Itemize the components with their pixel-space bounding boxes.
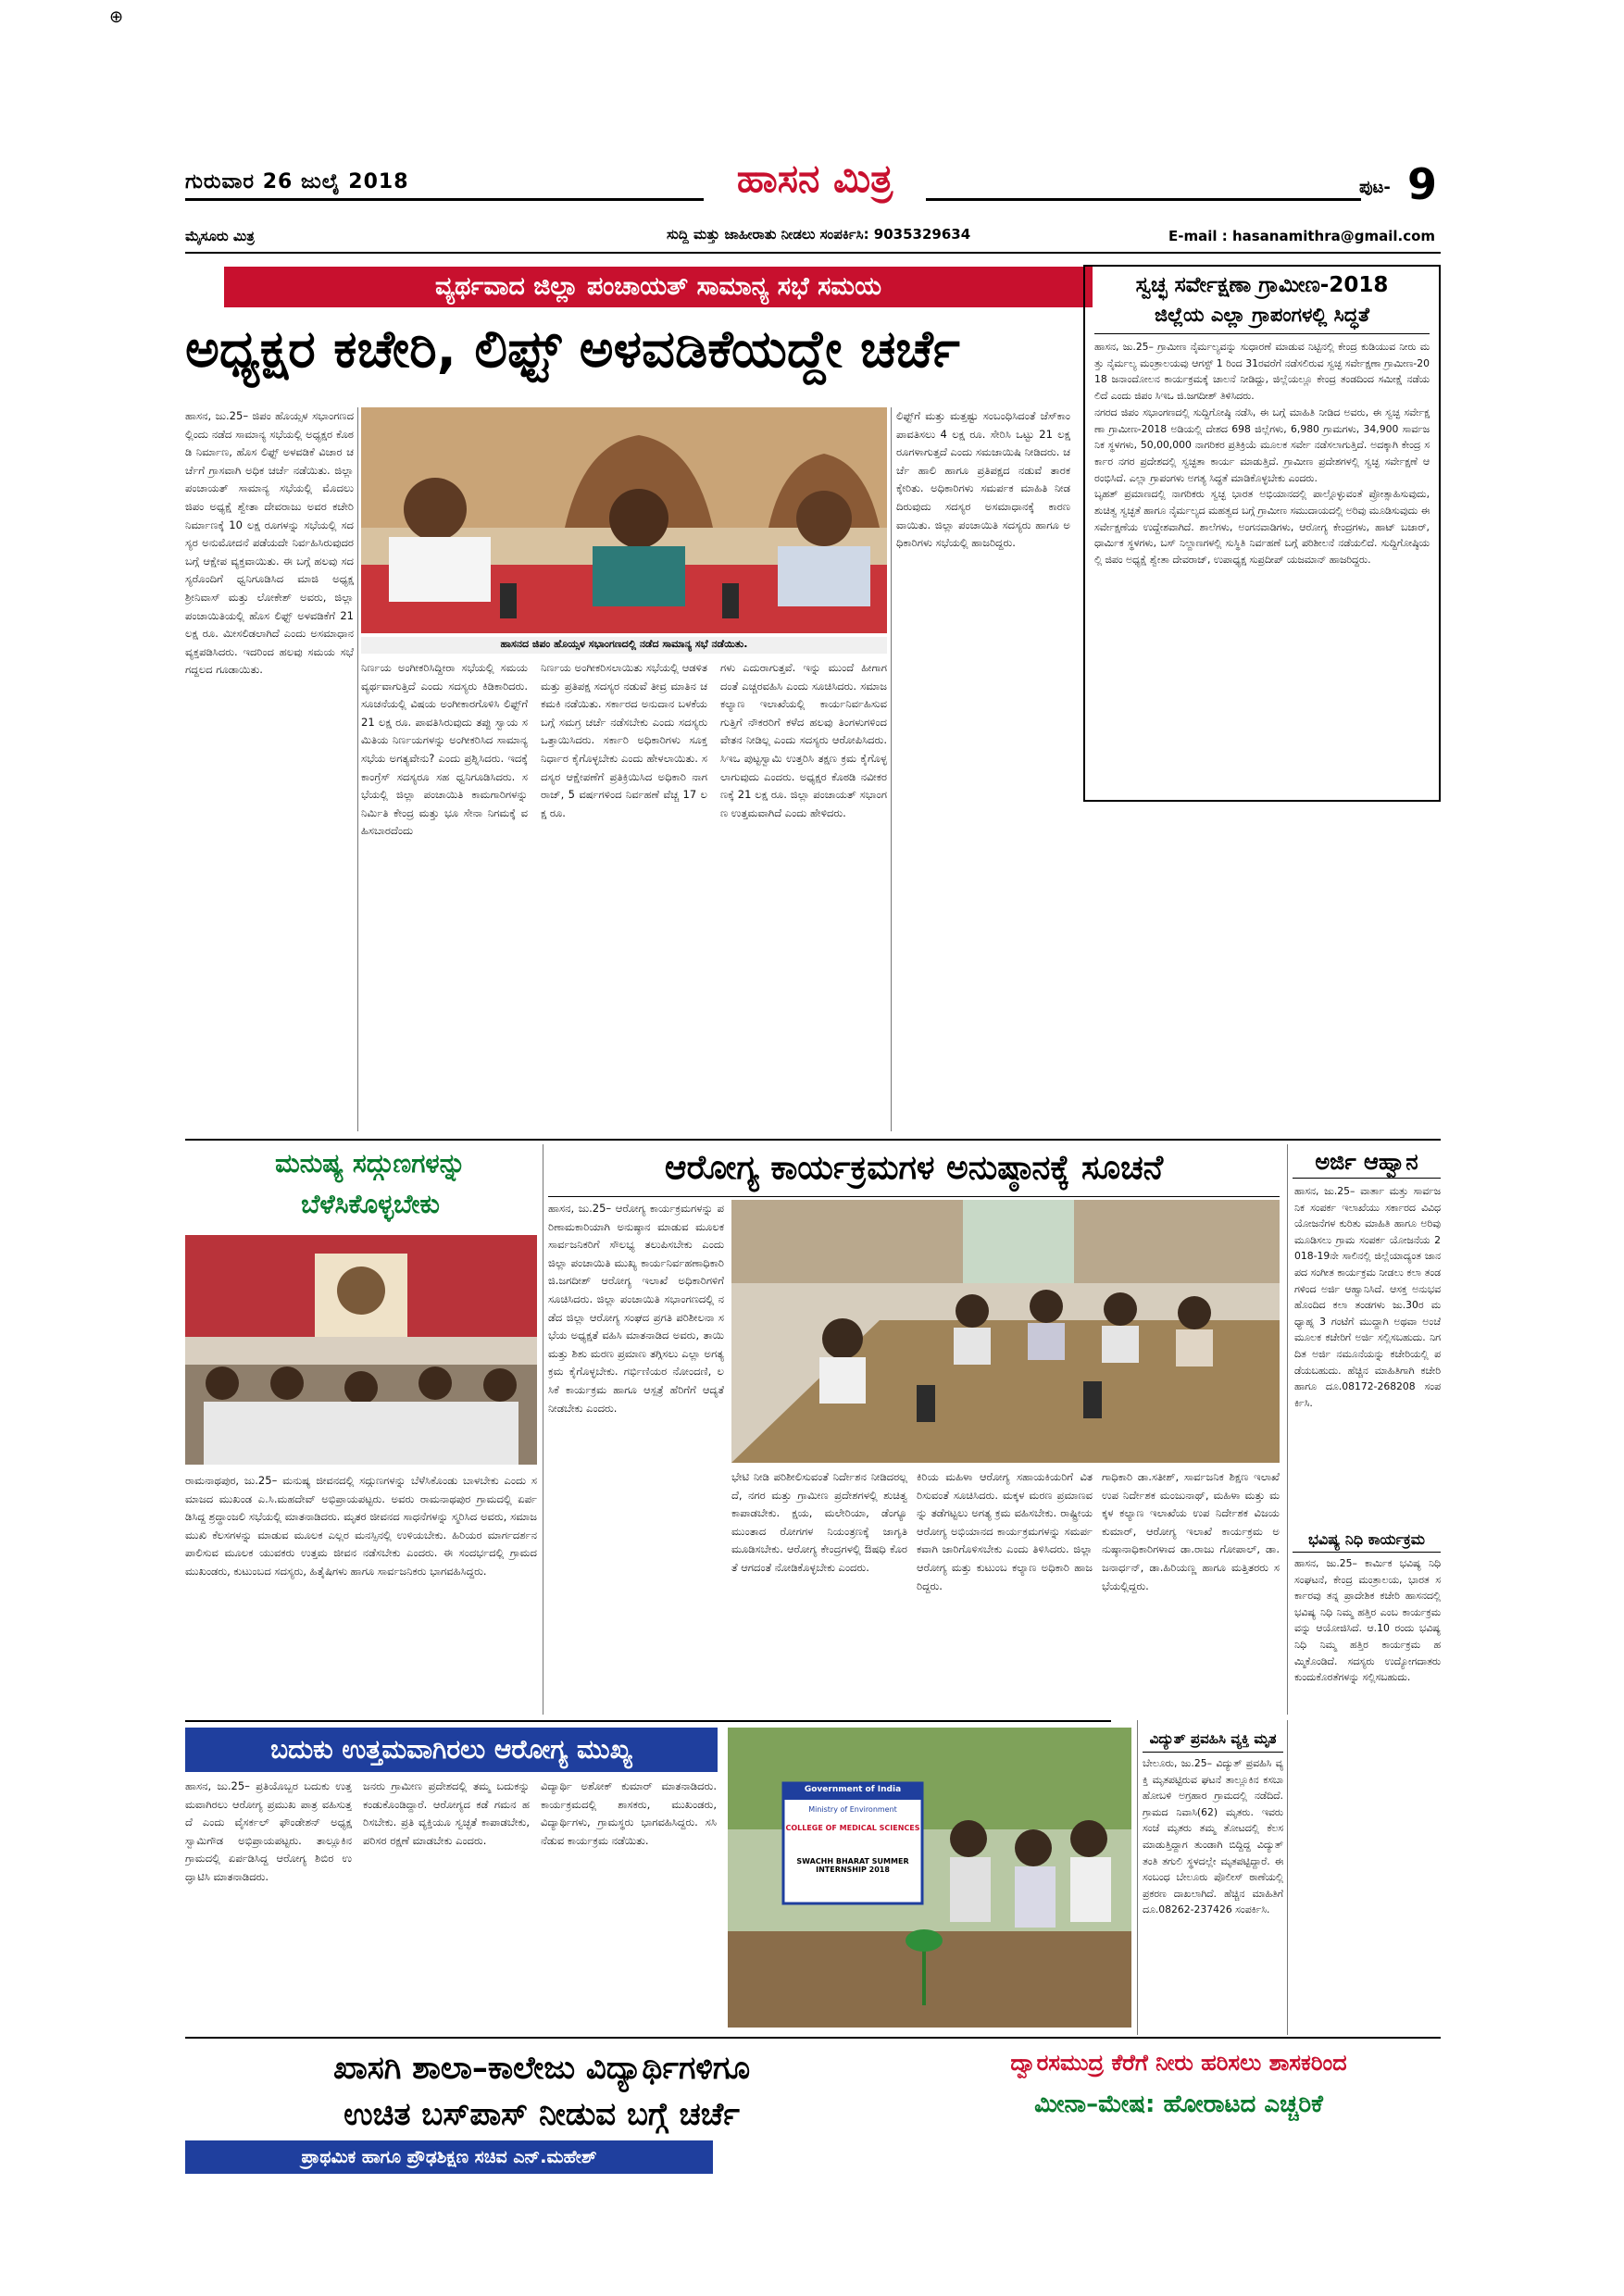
- banner-line-2: Ministry of Environment: [808, 1805, 897, 1814]
- health-col3: ಕಿರಿಯ ಮಹಿಳಾ ಆರೋಗ್ಯ ಸಹಾಯಕಿಯರಿಗೆ ವಿತರಿಸುವಂತೆ ಸೂಚಿಸಿದರು. ಮಕ್ಕಳ ಮರಣ ಪ್ರಮಾಣವನ್ನು ತಡೆಗಟ್ಟಲು ಅಗತ್ಯ ಕ್ರಮ ವಹಿಸಬೇಕು. ರಾಷ್ಟ್ರೀಯ ಆರೋಗ್ಯ ಅಭಿಯಾನದ ಕಾರ್ಯಕ್ರಮಗಳನ್ನು ಸಮರ್ಪಕವಾಗಿ ಜಾರಿಗೊಳಿಸಬೇಕು ಎಂದು ತಿಳಿಸಿದರು. ಜಿಲ್ಲಾ ಆರೋಗ್ಯ ಮತ್ತು ಕುಟುಂಬ ಕಲ್ಯಾಣ ಅಧಿಕಾರಿ ಹಾಜರಿದ್ದರು.: [917, 1470, 1093, 1592]
- virtue-headline-2: ಬೆಳೆಸಿಕೊಳ್ಳಬೇಕು: [301, 1189, 440, 1219]
- lead-col1: ಹಾಸನ, ಜು.25– ಜಿಪಂ ಹೊಯ್ಸಳ ಸಭಾಂಗಣದಲ್ಲಿಂದು ನಡೆದ ಸಾಮಾನ್ಯ ಸಭೆಯಲ್ಲಿ ಅಧ್ಯಕ್ಷರ ಕೊಠಡಿ ನಿರ್ಮಾಣ, ಹೊಸ ಲಿಫ್ಟ್ ಅಳವಡಿಕೆ ವಿಚಾರ ಚರ್ಚೆಗೆ ಗ್ರಾಸವಾಗಿ ಅಧಿಕ ಚರ್ಚೆ ನಡೆಯಿತು. ಜಿಲ್ಲಾ ಪಂಚಾಯತ್ ಸಾಮಾನ್ಯ ಸಭೆಯಲ್ಲಿ ಮೊದಲು ಜಿಪಂ ಅಧ್ಯಕ್ಷೆ ಶ್ವೇತಾ ದೇವರಾಜು ಅವರ ಕಚೇರಿ ನಿರ್ಮಾಣಕ್ಕೆ 10 ಲಕ್ಷ ರೂಗಳನ್ನು ಸಭೆಯಲ್ಲಿ ಸದಸ್ಯರ ಅನುಮೋದನೆ ಪಡೆಯದೇ ನಿರ್ವಹಿಸಿರುವುದರ ಬಗ್ಗೆ ಆಕ್ಷೇಪ ವ್ಯಕ್ತವಾಯಿತು. ಈ ಬಗ್ಗೆ ಹಲವು ಸದಸ್ಯರೊಂದಿಗೆ ಧ್ವನಿಗೂಡಿಸಿದ ಮಾಜಿ ಅಧ್ಯಕ್ಷ ಶ್ರೀನಿವಾಸ್ ಮತ್ತು ಲೋಕೇಶ್ ಅವರು, ಜಿಲ್ಲಾ ಪಂಚಾಯಿತಿಯಲ್ಲಿ ಹೊಸ ಲಿಫ್ಟ್ ಅಳವಡಿಕೆಗೆ 21 ಲಕ್ಷ ರೂ. ಮೀಸಲಿಡಲಾಗಿದೆ ಎಂದು ಅಸಮಾಧಾನ ವ್ಯಕ್ತಪಡಿಸಿದರು. ಇದರಿಂದ ಹಲವು ಸಮಯ ಸಭೆ ಗದ್ದಲದ ಗೂಡಾಯಿತು.: [185, 409, 354, 677]
- lead-col5: ಲಿಫ್ಟ್‌ಗೆ ಮತ್ತು ಮತ್ತಷ್ಟು ಸಂಬಂಧಿಸಿದಂತೆ ಜೆಸ್‌ಕಾಂ ಪಾವತಿಸಲು 4 ಲಕ್ಷ ರೂ. ಸೇರಿಸಿ ಒಟ್ಟು 21 ಲಕ್ಷ ರೂಗಳಾಗುತ್ತದೆ ಎಂದು ಸಮಜಾಯಿಷಿ ನೀಡಿದರು. ಚರ್ಚೆ ಹಾಲಿ ಹಾಗೂ ಪ್ರತಿಪಕ್ಷದ ನಡುವೆ ತಾರಕಕ್ಕೇರಿತು. ಅಧಿಕಾರಿಗಳು ಸಮರ್ಪಕ ಮಾಹಿತಿ ನೀಡದಿರುವುದು ಸದಸ್ಯರ ಅಸಮಾಧಾನಕ್ಕೆ ಕಾರಣವಾಯಿತು. ಜಿಲ್ಲಾ ಪಂಚಾಯಿತಿ ಸದಸ್ಯರು ಹಾಗೂ ಅಧಿಕಾರಿಗಳು ಸಭೆಯಲ್ಲಿ ಹಾಜರಿದ್ದರು.: [896, 409, 1070, 550]
- bhavishya-title: ಭವಿಷ್ಯ ನಿಧಿ ಕಾರ್ಯಕ್ರಮ: [1293, 1528, 1441, 1553]
- bus-pass-headline-1: ಖಾಸಗಿ ಶಾಲಾ–ಕಾಲೇಜು ವಿದ್ಯಾರ್ಥಿಗಳಿಗೂ: [332, 2050, 751, 2087]
- life-health-col3: ವಿದ್ಯಾರ್ಥಿ ಅಶೋಕ್ ಕುಮಾರ್ ಮಾತನಾಡಿದರು. ಕಾರ್ಯಕ್ರಮದಲ್ಲಿ ಶಾಸಕರು, ಮುಖಂಡರು, ವಿದ್ಯಾರ್ಥಿಗಳು, ಗ್ರಾಮಸ್ಥರು ಭಾಗವಹಿಸಿದ್ದರು. ಸಸಿ ನೆಡುವ ಕಾರ್ಯಕ್ರಮ ನಡೆಯಿತು.: [541, 1779, 717, 1847]
- dwarasamudra-headline-2: ಮೀನಾ–ಮೇಷ: ಹೋರಾಟದ ಎಚ್ಚರಿಕೆ: [1034, 2090, 1323, 2118]
- health-photo: [731, 1200, 1280, 1463]
- life-health-col2: ಜನರು ಗ್ರಾಮೀಣ ಪ್ರದೇಶದಲ್ಲಿ ತಮ್ಮ ಬದುಕನ್ನು ಕಂಡುಕೊಂಡಿದ್ದಾರೆ. ಆರೋಗ್ಯದ ಕಡೆ ಗಮನ ಹರಿಸಬೇಕು. ಪ್ರತಿ ವ್ಯಕ್ತಿಯೂ ಸ್ವಚ್ಛತೆ ಕಾಪಾಡಬೇಕು, ಪರಿಸರ ರಕ್ಷಣೆ ಮಾಡಬೇಕು ಎಂದರು.: [363, 1779, 530, 1847]
- lead-col4: ಗಳು ಎದುರಾಗುತ್ತವೆ. ಇನ್ನು ಮುಂದೆ ಹೀಗಾಗದಂತೆ ಎಚ್ಚರವಹಿಸಿ ಎಂದು ಸೂಚಿಸಿದರು. ಸಮಾಜ ಕಲ್ಯಾಣ ಇಲಾಖೆಯಲ್ಲಿ ಕಾರ್ಯನಿರ್ವಹಿಸುವ ಗುತ್ತಿಗೆ ನೌಕರರಿಗೆ ಕಳೆದ ಹಲವು ತಿಂಗಳುಗಳಿಂದ ವೇತನ ನೀಡಿಲ್ಲ ಎಂದು ಸದಸ್ಯರು ಆರೋಪಿಸಿದರು. ಸಿಇಒ ಪುಟ್ಟಸ್ವಾಮಿ ಉತ್ತರಿಸಿ ತಕ್ಷಣ ಕ್ರಮ ಕೈಗೊಳ್ಳಲಾಗುವುದು ಎಂದರು. ಅಧ್ಯಕ್ಷರ ಕೊಠಡಿ ನವೀಕರಣಕ್ಕೆ 21 ಲಕ್ಷ ರೂ. ಜಿಲ್ಲಾ ಪಂಚಾಯತ್ ಸಭಾಂಗಣ ಉತ್ತಮವಾಗಿದೆ ಎಂದು ಹೇಳಿದರು.: [720, 661, 887, 819]
- arji-body: ಹಾಸನ, ಜು.25– ವಾರ್ತಾ ಮತ್ತು ಸಾರ್ವಜನಿಕ ಸಂಪರ್ಕ ಇಲಾಖೆಯು ಸರ್ಕಾರದ ವಿವಿಧ ಯೋಜನೆಗಳ ಕುರಿತು ಮಾಹಿತಿ ಹಾಗೂ ಅರಿವು ಮೂಡಿಸಲು ಗ್ರಾಮ ಸಂಪರ್ಕ ಯೋಜನೆಯ 2018-19ನೇ ಸಾಲಿನಲ್ಲಿ ಜಿಲ್ಲೆಯಾದ್ಯಂತ ಜಾನಪದ ಸಂಗೀತ ಕಾರ್ಯಕ್ರಮ ನೀಡಲು ಕಲಾ ತಂಡಗಳಿಂದ ಅರ್ಜಿ ಆಹ್ವಾನಿಸಿದೆ. ಆಸಕ್ತ ಅನುಭವ ಹೊಂದಿದ ಕಲಾ ತಂಡಗಳು ಜು.30ರ ಮಧ್ಯಾಹ್ನ 3 ಗಂಟೆಗೆ ಮುದ್ದಾಗಿ ಅಥವಾ ಅಂಚೆ ಮೂಲಕ ಕಚೇರಿಗೆ ಅರ್ಜಿ ಸಲ್ಲಿಸಬಹುದು. ನಿಗದಿತ ಅರ್ಜಿ ನಮೂನೆಯನ್ನು ಕಚೇರಿಯಲ್ಲಿ ಪಡೆಯಬಹುದು. ಹೆಚ್ಚಿನ ಮಾಹಿತಿಗಾಗಿ ಕಚೇರಿ ಹಾಗೂ ದೂ.08172-268208 ಸಂಪರ್ಕಿಸಿ.: [1294, 1185, 1441, 1409]
- masthead: ಹಾಸನ ಮಿತ್ರ: [736, 156, 893, 201]
- health-col4: ಗಾಧಿಕಾರಿ ಡಾ.ಸತೀಶ್, ಸಾರ್ವಜನಿಕ ಶಿಕ್ಷಣ ಇಲಾಖೆ ಉಪ ನಿರ್ದೇಶಕ ಮಂಜುನಾಥ್, ಮಹಿಳಾ ಮತ್ತು ಮಕ್ಕಳ ಕಲ್ಯಾಣ ಇಲಾಖೆಯ ಉಪ ನಿರ್ದೇಶಕ ವಿಜಯ ಕುಮಾರ್, ಆರೋಗ್ಯ ಇಲಾಖೆ ಕಾರ್ಯಕ್ರಮ ಅನುಷ್ಠಾನಾಧಿಕಾರಿಗಳಾದ ಡಾ.ರಾಜು ಗೋಪಾಲ್, ಡಾ.ಜನಾರ್ಧನ್, ಡಾ.ಹಿರಿಯಣ್ಣ ಹಾಗೂ ಮತ್ತಿತರರು ಸಭೆಯಲ್ಲಿದ್ದರು.: [1102, 1470, 1280, 1592]
- swachh-title-2: ಜಿಲ್ಲೆಯ ಎಲ್ಲಾ ಗ್ರಾಪಂಗಳಲ್ಲಿ ಸಿದ್ಧತೆ: [1155, 304, 1369, 326]
- registration-mark: ⊕: [109, 7, 124, 27]
- lead-kicker: ವ್ಯರ್ಥವಾದ ಜಿಲ್ಲಾ ಪಂಚಾಯತ್ ಸಾಮಾನ್ಯ ಸಭೆ ಸಮಯ: [224, 267, 1093, 307]
- plantation-photo: [728, 1728, 1131, 2028]
- banner-line-1: Government of India: [804, 1785, 902, 1794]
- virtue-body: ರಾಮನಾಥಪುರ, ಜು.25– ಮನುಷ್ಯ ಜೀವನದಲ್ಲಿ ಸದ್ಗುಣಗಳನ್ನು ಬೆಳೆಸಿಕೊಂಡು ಬಾಳಬೇಕು ಎಂದು ಸಮಾಜದ ಮುಖಂಡ ಎ.ಸಿ.ಮಹದೇವ್ ಅಭಿಪ್ರಾಯಪಟ್ಟರು. ಅವರು ರಾಮನಾಥಪುರ ಗ್ರಾಮದಲ್ಲಿ ಏರ್ಪಡಿಸಿದ್ದ ಶ್ರದ್ಧಾಂಜಲಿ ಸಭೆಯಲ್ಲಿ ಮಾತನಾಡಿದರು. ಮೃತರ ಜೀವನದ ಸಾಧನೆಗಳನ್ನು ಸ್ಮರಿಸಿದ ಅವರು, ಸಮಾಜಮುಖಿ ಕೆಲಸಗಳನ್ನು ಮಾಡುವ ಮೂಲಕ ಎಲ್ಲರ ಮನಸ್ಸಿನಲ್ಲಿ ಉಳಿಯಬೇಕು. ಹಿರಿಯರ ಮಾರ್ಗದರ್ಶನ ಪಾಲಿಸುವ ಮೂಲಕ ಯುವಕರು ಉತ್ತಮ ಜೀವನ ನಡೆಸಬೇಕು ಎಂದರು. ಈ ಸಂದರ್ಭದಲ್ಲಿ ಗ್ರಾಮದ ಮುಖಂಡರು, ಕುಟುಂಬದ ಸದಸ್ಯರು, ಹಿತೈಷಿಗಳು ಹಾಗೂ ಸಾರ್ವಜನಿಕರು ಭಾಗವಹಿಸಿದ್ದರು.: [185, 1474, 537, 1578]
- dwarasamudra-headline-1: ದ್ವಾರಸಮುದ್ರ ಕೆರೆಗೆ ನೀರು ಹರಿಸಲು ಶಾಸಕರಿಂದ: [1010, 2050, 1347, 2076]
- email-line: E-mail : hasanamithra@gmail.com: [1168, 228, 1436, 244]
- edition-label: ಮೈಸೂರು ಮಿತ್ರ: [185, 228, 255, 244]
- lead-col3: ನಿರ್ಣಯ ಅಂಗೀಕರಿಸಲಾಯಿತು ಸಭೆಯಲ್ಲಿ ಆಡಳಿತ ಮತ್ತು ಪ್ರತಿಪಕ್ಷ ಸದಸ್ಯರ ನಡುವೆ ತೀವ್ರ ಮಾತಿನ ಚಕಮಕಿ ನಡೆಯಿತು. ಸರ್ಕಾರದ ಅನುದಾನ ಬಳಕೆಯ ಬಗ್ಗೆ ಸಮಗ್ರ ಚರ್ಚೆ ನಡೆಸಬೇಕು ಎಂದು ಸದಸ್ಯರು ಒತ್ತಾಯಿಸಿದರು. ಸರ್ಕಾರಿ ಅಧಿಕಾರಿಗಳು ಸೂಕ್ತ ನಿರ್ಧಾರ ಕೈಗೊಳ್ಳಬೇಕು ಎಂದು ಹೇಳಲಾಯಿತು. ಸದಸ್ಯರ ಆಕ್ಷೇಪಣೆಗೆ ಪ್ರತಿಕ್ರಿಯಿಸಿದ ಅಧಿಕಾರಿ ನಾಗರಾಜ್, 5 ವರ್ಷಗಳಿಂದ ನಿರ್ವಹಣೆ ವೆಚ್ಚ 17 ಲಕ್ಷ ರೂ.: [541, 661, 707, 819]
- banner-line-4: SWACHH BHARAT SUMMER INTERNSHIP 2018: [796, 1857, 909, 1874]
- life-health-col1: ಹಾಸನ, ಜು.25– ಪ್ರತಿಯೊಬ್ಬರ ಬದುಕು ಉತ್ತಮವಾಗಿರಲು ಆರೋಗ್ಯ ಪ್ರಮುಖ ಪಾತ್ರ ವಹಿಸುತ್ತದೆ ಎಂದು ವೈಸರ್ಕಲ್ ಫೌಂಡೇಶನ್ ಅಧ್ಯಕ್ಷ ಸ್ವಾಮಿಗೌಡ ಅಭಿಪ್ರಾಯಪಟ್ಟರು. ತಾಲ್ಲೂಕಿನ ಗ್ರಾಮದಲ್ಲಿ ಏರ್ಪಡಿಸಿದ್ದ ಆರೋಗ್ಯ ಶಿಬಿರ ಉದ್ಘಾಟಿಸಿ ಮಾತನಾಡಿದರು.: [185, 1779, 352, 1883]
- life-health-headline: ಬದುಕು ಉತ್ತಮವಾಗಿರಲು ಆರೋಗ್ಯ ಮುಖ್ಯ: [185, 1728, 718, 1772]
- lead-photo-caption: ಹಾಸನದ ಜಿಪಂ ಹೊಯ್ಸಳ ಸಭಾಂಗಣದಲ್ಲಿ ನಡೆದ ಸಾಮಾನ್ಯ ಸಭೆ ನಡೆಯಿತು.: [361, 637, 887, 654]
- bus-pass-headline-2: ಉಚಿತ ಬಸ್‌ಪಾಸ್ ನೀಡುವ ಬಗ್ಗೆ ಚರ್ಚೆ: [344, 2096, 740, 2133]
- virtue-headline-1: ಮನುಷ್ಯ ಸದ್ಗುಣಗಳನ್ನು: [275, 1148, 466, 1179]
- page-number: 9: [1407, 159, 1438, 209]
- vidyut-title: ವಿದ್ಯುತ್ ಪ್ರವಹಿಸಿ ವ್ಯಕ್ತಿ ಮೃತ: [1143, 1726, 1283, 1753]
- virtue-photo: [185, 1235, 537, 1465]
- tribute-photo: [185, 1235, 537, 1465]
- health-col1: ಹಾಸನ, ಜು.25– ಆರೋಗ್ಯ ಕಾರ್ಯಕ್ರಮಗಳನ್ನು ಪರಿಣಾಮಕಾರಿಯಾಗಿ ಅನುಷ್ಠಾನ ಮಾಡುವ ಮೂಲಕ ಸಾರ್ವಜನಿಕರಿಗೆ ಸೌಲಭ್ಯ ತಲುಪಿಸಬೇಕು ಎಂದು ಜಿಲ್ಲಾ ಪಂಚಾಯಿತಿ ಮುಖ್ಯ ಕಾರ್ಯನಿರ್ವಹಣಾಧಿಕಾರಿ ಜಿ.ಜಗದೀಶ್ ಆರೋಗ್ಯ ಇಲಾಖೆ ಅಧಿಕಾರಿಗಳಿಗೆ ಸೂಚಿಸಿದರು. ಜಿಲ್ಲಾ ಪಂಚಾಯಿತಿ ಸಭಾಂಗಣದಲ್ಲಿ ನಡೆದ ಜಿಲ್ಲಾ ಆರೋಗ್ಯ ಸಂಘದ ಪ್ರಗತಿ ಪರಿಶೀಲನಾ ಸಭೆಯ ಅಧ್ಯಕ್ಷತೆ ವಹಿಸಿ ಮಾತನಾಡಿದ ಅವರು, ತಾಯಿ ಮತ್ತು ಶಿಶು ಮರಣ ಪ್ರಮಾಣ ತಗ್ಗಿಸಲು ಎಲ್ಲಾ ಅಗತ್ಯ ಕ್ರಮ ಕೈಗೊಳ್ಳಬೇಕು. ಗರ್ಭಿಣಿಯರ ನೋಂದಣಿ, ಲಸಿಕೆ ಕಾರ್ಯಕ್ರಮ ಹಾಗೂ ಆಸ್ಪತ್ರೆ ಹೆರಿಗೆಗೆ ಆದ್ಯತೆ ನೀಡಬೇಕು ಎಂದರು.: [548, 1202, 724, 1415]
- lead-photo: [361, 407, 887, 633]
- health-col2: ಭೇಟಿ ನೀಡಿ ಪರಿಶೀಲಿಸುವಂತೆ ನಿರ್ದೇಶನ ನೀಡಿದರಲ್ಲದೆ, ನಗರ ಮತ್ತು ಗ್ರಾಮೀಣ ಪ್ರದೇಶಗಳಲ್ಲಿ ಶುಚಿತ್ವ ಕಾಪಾಡಬೇಕು. ಕ್ಷಯ, ಮಲೇರಿಯಾ, ಡೆಂಗ್ಯೂ ಮುಂತಾದ ರೋಗಗಳ ನಿಯಂತ್ರಣಕ್ಕೆ ಜಾಗೃತಿ ಮೂಡಿಸಬೇಕು. ಆರೋಗ್ಯ ಕೇಂದ್ರಗಳಲ್ಲಿ ಔಷಧಿ ಕೊರತೆ ಆಗದಂತೆ ನೋಡಿಕೊಳ್ಳಬೇಕು ಎಂದರು.: [731, 1470, 907, 1574]
- lead-headline: ಅಧ್ಯಕ್ಷರ ಕಚೇರಿ, ಲಿಫ್ಟ್ ಅಳವಡಿಕೆಯದ್ದೇ ಚರ್ಚೆ: [185, 319, 960, 380]
- lead-col2: ನಿರ್ಣಯ ಅಂಗೀಕರಿಸಿದ್ದೀರಾ ಸಭೆಯಲ್ಲಿ ಸಮಯ ವ್ಯರ್ಥವಾಗುತ್ತಿದೆ ಎಂದು ಸದಸ್ಯರು ಕಿಡಿಕಾರಿದರು. ಸೂಚನೆಯಲ್ಲಿ ವಿಷಯ ಅಂಗೀಕಾರಗೊಳಿಸಿ ಲಿಫ್ಟ್‌ಗೆ 21 ಲಕ್ಷ ರೂ. ಪಾವತಿಸಿರುವುದು ತಪ್ಪು ಸ್ವಾಯ ಸಮಿತಿಯ ನಿರ್ಣಯಗಳನ್ನು ಅಂಗೀಕರಿಸಿದ ಸಾಮಾನ್ಯ ಸಭೆಯ ಅಗತ್ಯವೇನು? ಎಂದು ಪ್ರಶ್ನಿಸಿದರು. ಇದಕ್ಕೆ ಕಾಂಗ್ರೆಸ್ ಸದಸ್ಯರೂ ಸಹ ಧ್ವನಿಗೂಡಿಸಿದರು. ಸಭೆಯಲ್ಲಿ ಜಿಲ್ಲಾ ಪಂಚಾಯಿತಿ ಕಾಮಗಾರಿಗಳನ್ನು ನಿರ್ಮಿತಿ ಕೇಂದ್ರ ಮತ್ತು ಭೂ ಸೇನಾ ನಿಗಮಕ್ಕೆ ವಹಿಸಬಾರದೆಂದು: [361, 661, 528, 838]
- arji-title: ಅರ್ಜಿ ಆಹ್ವಾನ: [1293, 1146, 1441, 1179]
- banner-line-3: COLLEGE OF MEDICAL SCIENCES: [785, 1824, 920, 1832]
- meeting-photo: [361, 407, 887, 633]
- issue-date: ಗುರುವಾರ 26 ಜುಲೈ 2018: [185, 170, 409, 193]
- health-headline: ಆರೋಗ್ಯ ಕಾರ್ಯಕ್ರಮಗಳ ಅನುಷ್ಠಾನಕ್ಕೆ ಸೂಚನೆ: [664, 1149, 1164, 1187]
- swachh-title-1: ಸ್ವಚ್ಛ ಸರ್ವೇಕ್ಷಣಾ ಗ್ರಾಮೀಣ-2018: [1135, 273, 1389, 297]
- contact-line: ಸುದ್ದಿ ಮತ್ತು ಜಾಹೀರಾತು ನೀಡಲು ಸಂಪರ್ಕಿಸಿ: 9035329634: [667, 226, 971, 243]
- bus-pass-sub-banner: ಪ್ರಾಥಮಿಕ ಹಾಗೂ ಪ್ರೌಢಶಿಕ್ಷಣ ಸಚಿವ ಎನ್.ಮಹೇಶ್: [185, 2140, 713, 2174]
- tree-planting-photo: [728, 1728, 1131, 2028]
- health-meeting-photo: [731, 1200, 1280, 1463]
- bhavishya-body: ಹಾಸನ, ಜು.25– ಕಾರ್ಮಿಕ ಭವಿಷ್ಯ ನಿಧಿ ಸಂಘಟನೆ, ಕೇಂದ್ರ ಮಂತ್ರಾಲಯ, ಭಾರತ ಸರ್ಕಾರವು ತನ್ನ ಪ್ರಾದೇಶಿಕ ಕಚೇರಿ ಹಾಸನದಲ್ಲಿ ಭವಿಷ್ಯ ನಿಧಿ ನಿಮ್ಮ ಹತ್ತಿರ ಎಂಬ ಕಾರ್ಯಕ್ರಮವನ್ನು ಆಯೋಜಿಸಿದೆ. ಆ.10 ರಂದು ಭವಿಷ್ಯ ನಿಧಿ ನಿಮ್ಮ ಹತ್ತಿರ ಕಾರ್ಯಕ್ರಮ ಹಮ್ಮಿಕೊಂಡಿದೆ. ಸದಸ್ಯರು ಉದ್ಯೋಗದಾತರು ಕುಂದುಕೊರತೆಗಳನ್ನು ಸಲ್ಲಿಸಬಹುದು.: [1294, 1557, 1441, 1684]
- page-label: ಪುಟ-: [1359, 178, 1391, 197]
- vidyut-body: ಬೇಲೂರು, ಜು.25– ವಿದ್ಯುತ್ ಪ್ರವಹಿಸಿ ವ್ಯಕ್ತಿ ಮೃತಪಟ್ಟಿರುವ ಘಟನೆ ತಾಲ್ಲೂಕಿನ ಕಸಬಾ ಹೋಬಳಿ ಅಗ್ರಹಾರ ಗ್ರಾಮದಲ್ಲಿ ನಡೆದಿದೆ. ಗ್ರಾಮದ ನಿವಾಸಿ(62) ಮೃತರು. ಇವರು ಸಂಜೆ ಮೃತರು ತಮ್ಮ ತೋಟದಲ್ಲಿ ಕೆಲಸ ಮಾಡುತ್ತಿದ್ದಾಗ ತುಂಡಾಗಿ ಬಿದ್ದಿದ್ದ ವಿದ್ಯುತ್ ತಂತಿ ತಗುಲಿ ಸ್ಥಳದಲ್ಲೇ ಮೃತಪಟ್ಟಿದ್ದಾರೆ. ಈ ಸಂಬಂಧ ಬೇಲೂರು ಪೊಲೀಸ್ ಠಾಣೆಯಲ್ಲಿ ಪ್ರಕರಣ ದಾಖಲಾಗಿದೆ. ಹೆಚ್ಚಿನ ಮಾಹಿತಿಗೆ ದೂ.08262-237426 ಸಂಪರ್ಕಿಸಿ.: [1143, 1757, 1283, 1916]
- swachh-body: ಹಾಸನ, ಜು.25– ಗ್ರಾಮೀಣ ನೈರ್ಮಲ್ಯವನ್ನು ಸುಧಾರಣೆ ಮಾಡುವ ನಿಟ್ಟಿನಲ್ಲಿ ಕೇಂದ್ರ ಕುಡಿಯುವ ನೀರು ಮತ್ತು ನೈರ್ಮಲ್ಯ ಮಂತ್ರಾಲಯವು ಆಗಸ್ಟ್ 1 ರಿಂದ 31ರವರೆಗೆ ನಡೆಸಲಿರುವ ಸ್ವಚ್ಛ ಸರ್ವೇಕ್ಷಣಾ ಗ್ರಾಮೀಣ-2018 ಜನಾಂದೋಲನ ಕಾರ್ಯಕ್ರಮಕ್ಕೆ ಚಾಲನೆ ನೀಡಿದ್ದು, ಜಿಲ್ಲೆಯಲ್ಲೂ ಕೇಂದ್ರ ತಂಡದಿಂದ ಸಮೀಕ್ಷೆ ನಡೆಯಲಿದೆ ಎಂದು ಜಿಪಂ ಸಿಇಒ ಜಿ.ಜಗದೀಶ್ ತಿಳಿಸಿದರು. ನಗರದ ಜಿಪಂ ಸಭಾಂಗಣದಲ್ಲಿ ಸುದ್ದಿಗೋಷ್ಠಿ ನಡೆಸಿ, ಈ ಬಗ್ಗೆ ಮಾಹಿತಿ ನೀಡಿದ ಅವರು, ಈ ಸ್ವಚ್ಛ ಸರ್ವೇಕ್ಷಣಾ ಗ್ರಾಮೀಣ-2018 ಅಡಿಯಲ್ಲಿ ದೇಶದ 698 ಜಿಲ್ಲೆಗಳು, 6,980 ಗ್ರಾಮಗಳು, 34,900 ಸಾರ್ವಜನಿಕ ಸ್ಥಳಗಳು, 50,00,000 ನಾಗರಿಕರ ಪ್ರತಿಕ್ರಿಯೆ ಮೂಲಕ ಸರ್ವೇ ನಡೆಸಲಾಗುತ್ತಿದೆ. ಅದಕ್ಕಾಗಿ ಕೇಂದ್ರ ಸರ್ಕಾರ ನಗರ ಪ್ರದೇಶದಲ್ಲಿ ಸ್ವಚ್ಛತಾ ಕಾರ್ಯ ಮಾಡುತ್ತಿದೆ. ಗ್ರಾಮೀಣ ಪ್ರದೇಶಗಳಲ್ಲಿ ಸ್ವಚ್ಛ ಸರ್ವೇಕ್ಷಣೆ ಆರಂಭಿಸಿದೆ. ಎಲ್ಲಾ ಗ್ರಾಪಂಗಳು ಅಗತ್ಯ ಸಿದ್ಧತೆ ಮಾಡಿಕೊಳ್ಳಬೇಕು ಎಂದರು. ಬೃಹತ್ ಪ್ರಮಾಣದಲ್ಲಿ ನಾಗರಿಕರು ಸ್ವಚ್ಛ ಭಾರತ ಅಭಿಯಾನದಲ್ಲಿ ಪಾಲ್ಗೊಳ್ಳುವಂತೆ ಪ್ರೋತ್ಸಾಹಿಸುವುದು, ಶುಚಿತ್ವ ಸ್ವಚ್ಛತೆ ಹಾಗೂ ನೈರ್ಮಲ್ಯದ ಮಹತ್ವದ ಬಗ್ಗೆ ಗ್ರಾಮೀಣ ಸಮುದಾಯದಲ್ಲಿ ಅರಿವು ಮೂಡಿಸುವುದು ಈ ಸರ್ವೇಕ್ಷಣೆಯ ಉದ್ದೇಶವಾಗಿದೆ. ಶಾಲೆಗಳು, ಅಂಗನವಾಡಿಗಳು, ಆರೋಗ್ಯ ಕೇಂದ್ರಗಳು, ಹಾಟ್ ಬಜಾರ್, ಧಾರ್ಮಿಕ ಸ್ಥಳಗಳು, ಬಸ್ ನಿಲ್ದಾಣಗಳಲ್ಲಿ ಸುಸ್ಥಿತಿ ನಿರ್ವಹಣೆ ಬಗ್ಗೆ ಪರಿಶೀಲನೆ ನಡೆಯಲಿದೆ. ಸುದ್ದಿಗೋಷ್ಠಿಯಲ್ಲಿ ಜಿಪಂ ಅಧ್ಯಕ್ಷೆ ಶ್ವೇತಾ ದೇವರಾಜ್, ಉಪಾಧ್ಯಕ್ಷ ಸುಪ್ರದೀಪ್ ಯಜಮಾನ್ ಹಾಜರಿದ್ದರು.: [1094, 341, 1430, 567]
